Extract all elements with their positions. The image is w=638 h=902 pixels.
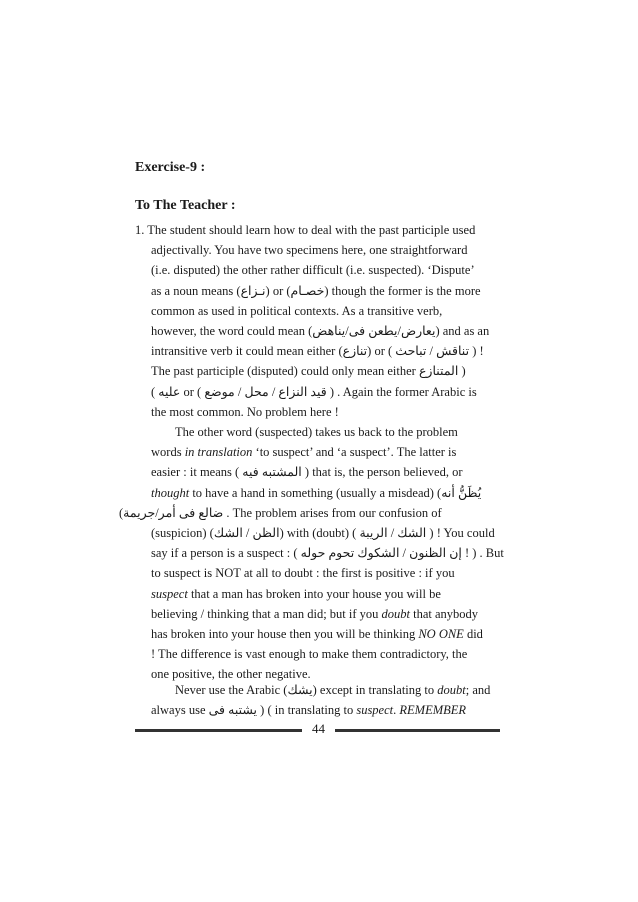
- footer-rule-right: [335, 729, 500, 732]
- text-segment: ‘to suspect’ and ‘a suspect’. The latter is: [252, 445, 457, 460]
- text-line: (ضالع فى أمر/جريمة . The problem arises from our confusion of: [119, 505, 442, 520]
- text-segment: words: [151, 445, 185, 460]
- text-segment: has broken into your house then you will be thinking: [151, 626, 419, 641]
- text-line: to suspect is NOT at all to doubt : the first is positive : if you: [151, 566, 455, 581]
- teacher-subheading: To The Teacher :: [135, 198, 236, 213]
- text-line: [135, 483, 500, 503]
- text-line: one positive, the other negative.: [151, 667, 311, 682]
- italic-term: doubt: [381, 606, 411, 621]
- text-line: The other word (suspected) takes us back to the problem: [175, 425, 458, 439]
- text-line: adjectivally. You have two specimens here, one straightforward: [151, 243, 468, 258]
- paragraph-2: [119, 422, 504, 684]
- text-line: The past participle (disputed) could only mean either المتنازع ): [151, 364, 466, 379]
- text-line: [135, 442, 500, 462]
- text-line: common as used in political contexts. As a transitive verb,: [151, 303, 443, 318]
- text-segment: Never use the Arabic (يشك) except in translating to: [175, 683, 438, 697]
- text-segment: did: [463, 626, 483, 641]
- text-line: [135, 700, 500, 720]
- text-line: the most common. No problem here !: [151, 404, 339, 419]
- italic-term: in translation: [184, 445, 253, 460]
- exercise-heading: Exercise-9 :: [135, 160, 206, 175]
- text-segment: believing / thinking that a man did; but if you: [151, 606, 382, 621]
- italic-term: suspect: [356, 703, 394, 718]
- text-line: [135, 624, 500, 644]
- paragraph-1: [135, 220, 500, 422]
- italic-term: suspect: [151, 586, 188, 601]
- text-line: [135, 604, 500, 624]
- text-line: ! The difference is vast enough to make them contradictory, the: [151, 647, 468, 662]
- page-number: 44: [312, 721, 325, 736]
- text-line: [135, 584, 500, 604]
- paragraph-3: [135, 680, 500, 720]
- italic-term: NO ONE: [418, 626, 464, 641]
- italic-term: doubt: [437, 683, 466, 697]
- text-segment: that anybody: [410, 606, 479, 621]
- text-line: as a noun means (نـزاع) or (خصـام) though the former is the more: [151, 283, 481, 298]
- text-line: however, the word could mean (يعارض/يطعن فى/يناهض) and as an: [151, 323, 490, 338]
- text-line: [135, 680, 500, 700]
- text-line: ( عليه or ( قيد النزاع / محل / موضع ) . Again the former Arabic is: [151, 384, 477, 399]
- text-line: 1. The student should learn how to deal with the past participle used: [135, 223, 476, 237]
- text-line: say if a person is a suspect : ( إن الظنون / الشكوك تحوم حوله ! ) . But: [151, 546, 504, 561]
- text-line: (i.e. disputed) the other rather difficult (i.e. suspected). ‘Dispute’: [151, 263, 475, 278]
- text-segment: always use يشتبه فى ) ( in translating to: [151, 703, 357, 718]
- text-segment: .: [393, 703, 400, 718]
- text-line: easier : it means ( المشتبه فيه ) that is, the person believed, or: [151, 465, 463, 480]
- text-segment: to have a hand in something (usually a misdead) (يُظَنُّ أنه: [189, 485, 482, 500]
- footer-rule-left: [135, 729, 302, 732]
- italic-term: thought: [151, 485, 190, 500]
- italic-term: REMEMBER: [399, 703, 467, 718]
- text-line: (suspicion) (الظن / الشك) with (doubt) ( الشك / الريبة ) ! You could: [151, 525, 495, 540]
- text-segment: that a man has broken into your house you will be: [187, 586, 441, 601]
- text-line: intransitive verb it could mean either (تنازع) or ( تناقش / تباحث ) !: [151, 344, 484, 359]
- text-segment: ; and: [465, 683, 491, 697]
